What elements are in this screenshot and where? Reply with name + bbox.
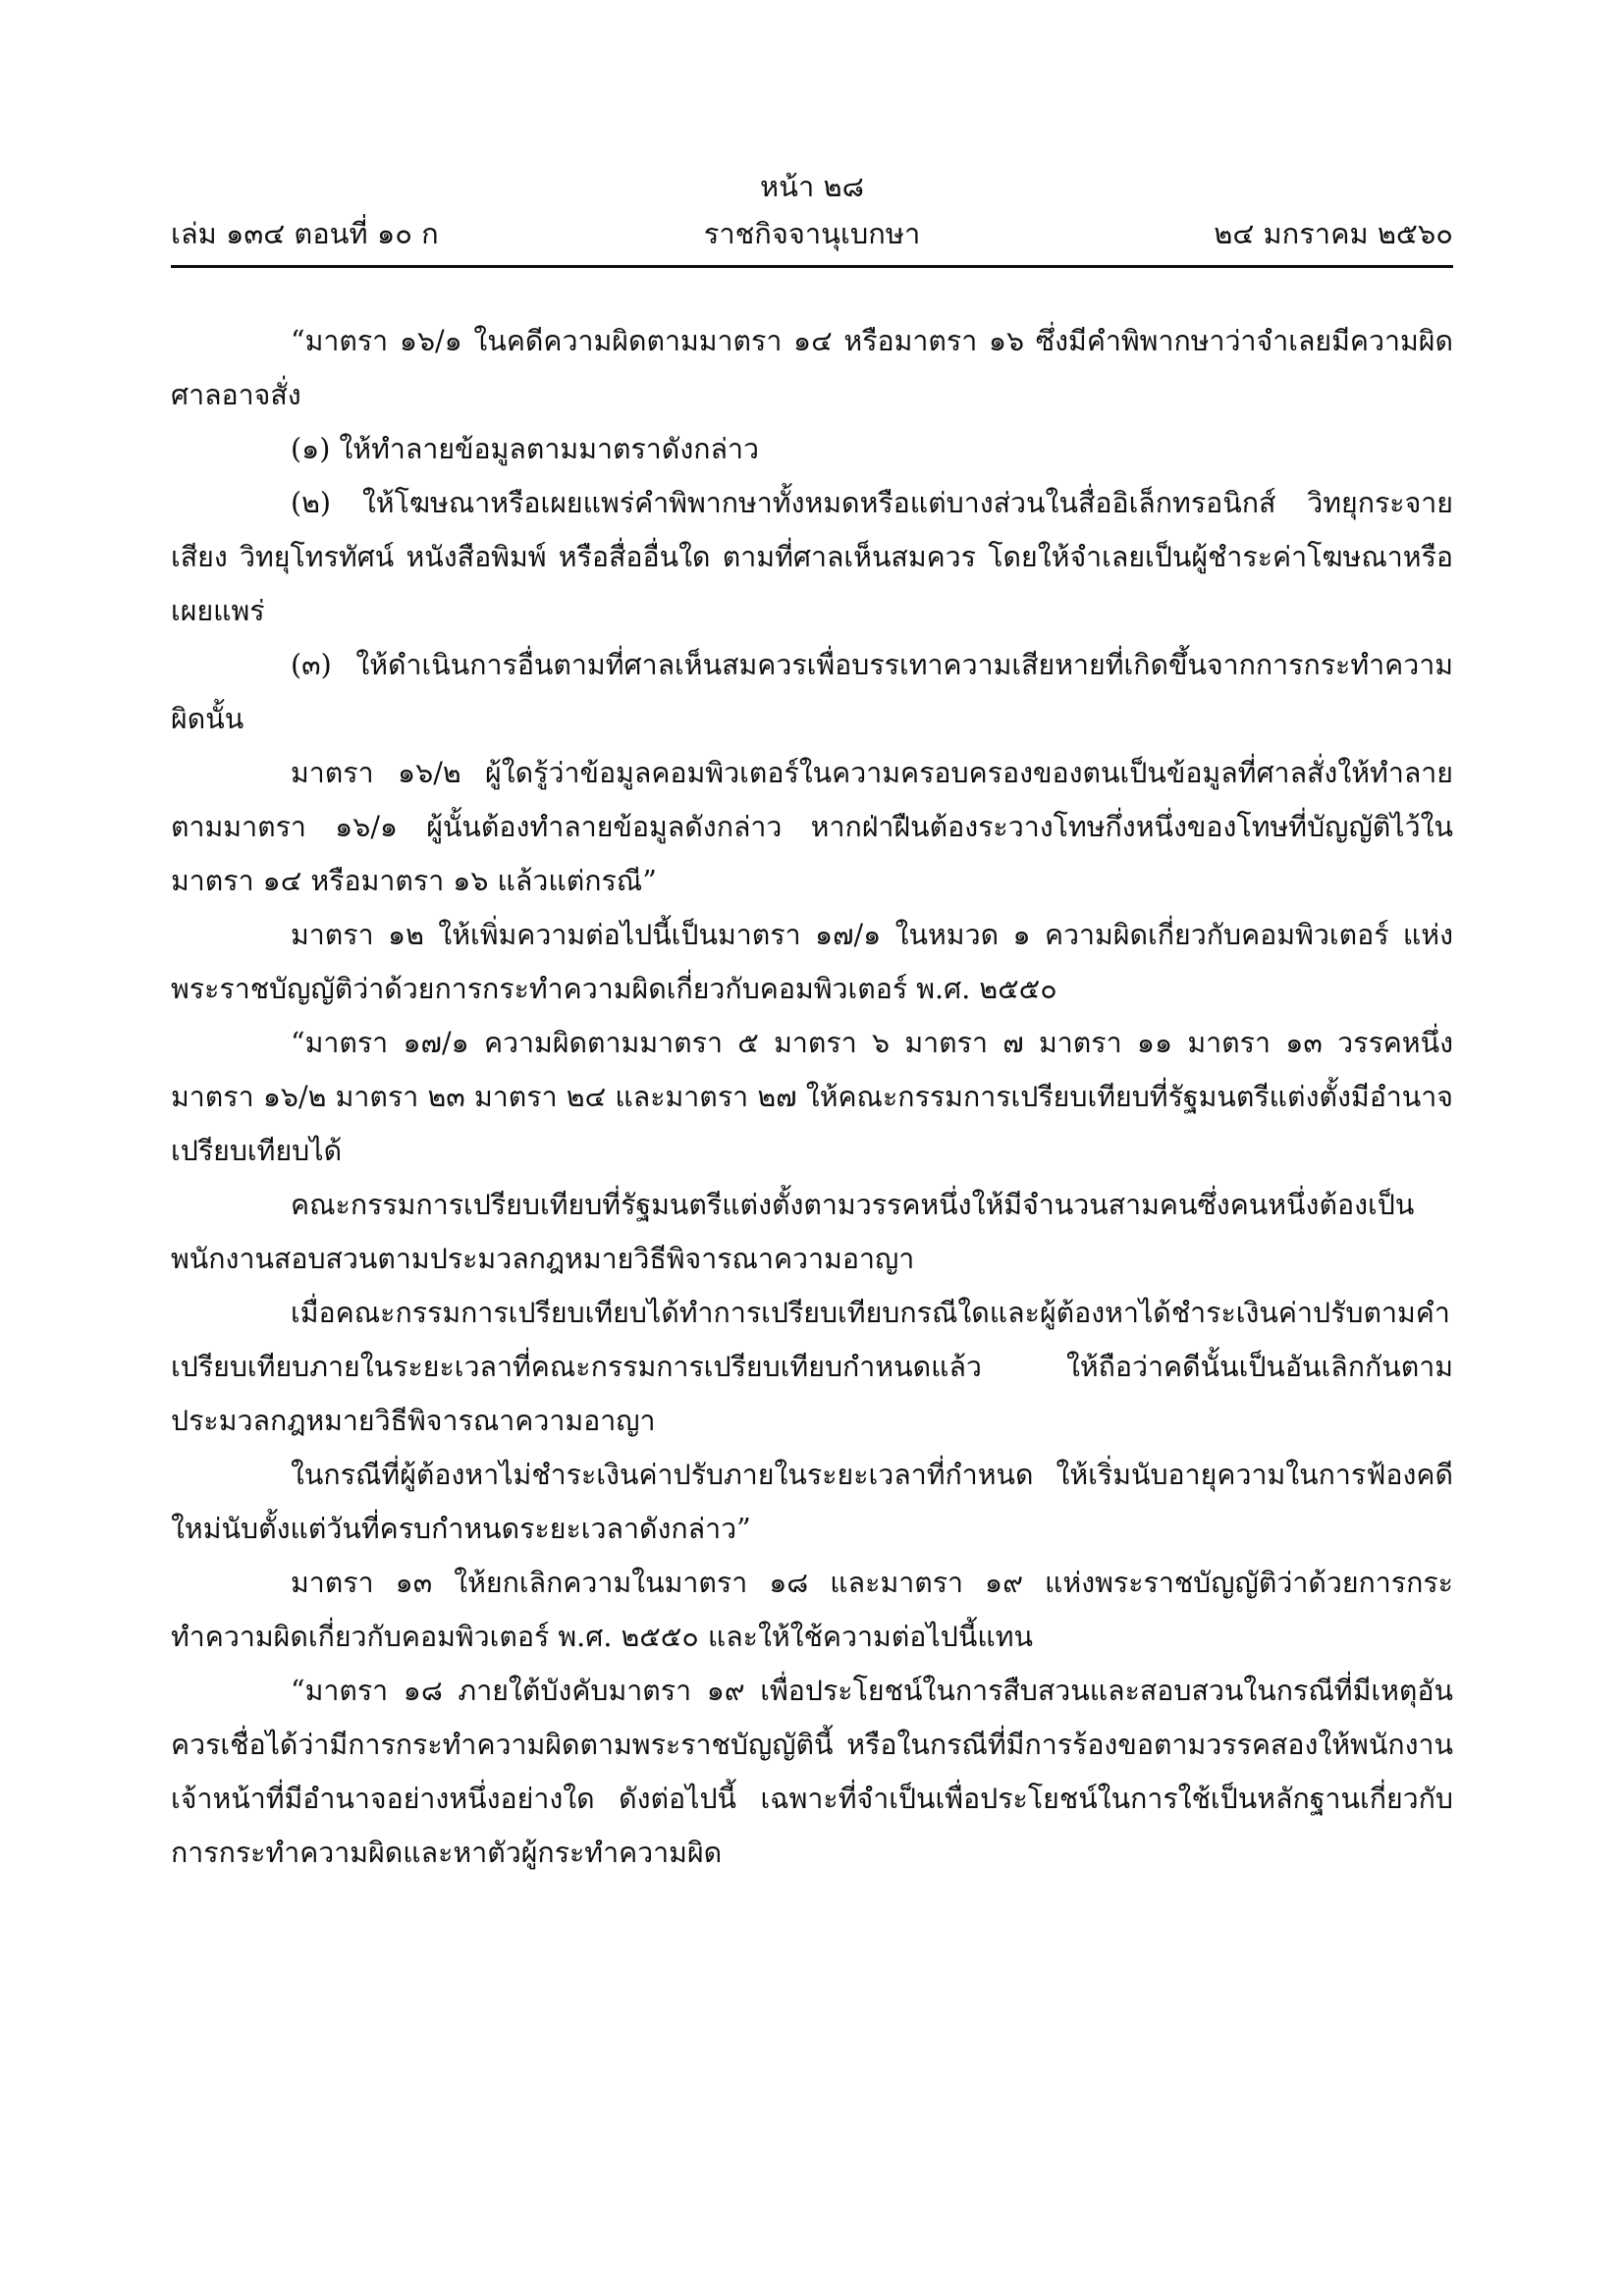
clause-1-paragraph: (๑) ให้ทำลายข้อมูลตามมาตราดังกล่าว bbox=[291, 433, 759, 465]
settlement-paragraph: เมื่อคณะกรรมการเปรียบเทียบได้ทำการเปรียบเทียบกรณีใดและผู้ต้องหาได้ชำระเงินค่าปรับตามคำเปรียบเทียบภายในระยะเวลาที่คณะกรรมการเปรียบเทียบกำหนดแล้ว ให้ถือว่าคดีนั้นเป็นอันเลิกกันตามประมวลกฎหมายวิธีพิจารณาความอาญา bbox=[171, 1297, 1453, 1437]
clause-3-paragraph: (๓) ให้ดำเนินการอื่นตามที่ศาลเห็นสมควรเพื่อบรรเทาความเสียหายที่เกิดขึ้นจากการกระทำความผิดนั้น bbox=[171, 649, 1453, 735]
section-13-paragraph: มาตรา ๑๓ ให้ยกเลิกความในมาตรา ๑๘ และมาตรา ๑๙ แห่งพระราชบัญญัติว่าด้วยการกระทำความผิดเกี่ยวกับคอมพิวเตอร์ พ.ศ. ๒๕๕๐ และให้ใช้ความต่อไปนี้แทน bbox=[171, 1567, 1453, 1653]
section-16-1-paragraph: “มาตรา ๑๖/๑ ในคดีความผิดตามมาตรา ๑๔ หรือมาตรา ๑๖ ซึ่งมีคำพิพากษาว่าจำเลยมีความผิด ศาลอาจสั่ง bbox=[171, 325, 1453, 411]
section-17-1-paragraph: “มาตรา ๑๗/๑ ความผิดตามมาตรา ๕ มาตรา ๖ มาตรา ๗ มาตรา ๑๑ มาตรา ๑๓ วรรคหนึ่ง มาตรา ๑๖/๒ มาตรา ๒๓ มาตรา ๒๔ และมาตรา ๒๗ ให้คณะกรรมการเปรียบเทียบที่รัฐมนตรีแต่งตั้งมีอำนาจเปรียบเทียบได้ bbox=[171, 1027, 1453, 1167]
gazette-header bbox=[171, 214, 1453, 257]
section-16-2-paragraph: มาตรา ๑๖/๒ ผู้ใดรู้ว่าข้อมูลคอมพิวเตอร์ในความครอบครองของตนเป็นข้อมูลที่ศาลสั่งให้ทำลายตามมาตรา ๑๖/๑ ผู้นั้นต้องทำลายข้อมูลดังกล่าว หากฝ่าฝืนต้องระวางโทษกึ่งหนึ่งของโทษที่บัญญัติไว้ในมาตรา ๑๔ หรือมาตรา ๑๖ แล้วแต่กรณี” bbox=[171, 757, 1453, 897]
publication-date: ๒๔ มกราคม ๒๕๖๐ bbox=[1214, 217, 1453, 250]
committee-paragraph: คณะกรรมการเปรียบเทียบที่รัฐมนตรีแต่งตั้งตามวรรคหนึ่งให้มีจำนวนสามคนซึ่งคนหนึ่งต้องเป็นพนักงานสอบสวนตามประมวลกฎหมายวิธีพิจารณาความอาญา bbox=[171, 1189, 1415, 1275]
page-number: หน้า ๒๘ bbox=[760, 170, 864, 203]
clause-2-paragraph: (๒) ให้โฆษณาหรือเผยแพร่คำพิพากษาทั้งหมดหรือแต่บางส่วนในสื่ออิเล็กทรอนิกส์ วิทยุกระจายเสียง วิทยุโทรทัศน์ หนังสือพิมพ์ หรือสื่ออื่นใด ตามที่ศาลเห็นสมควร โดยให้จำเลยเป็นผู้ชำระค่าโฆษณาหรือเผยแพร่ bbox=[171, 487, 1453, 627]
section-12-paragraph: มาตรา ๑๒ ให้เพิ่มความต่อไปนี้เป็นมาตรา ๑๗/๑ ในหมวด ๑ ความผิดเกี่ยวกับคอมพิวเตอร์ แห่งพระราชบัญญัติว่าด้วยการกระทำความผิดเกี่ยวกับคอมพิวเตอร์ พ.ศ. ๒๕๕๐ bbox=[171, 919, 1453, 1005]
prescription-paragraph: ในกรณีที่ผู้ต้องหาไม่ชำระเงินค่าปรับภายในระยะเวลาที่กำหนด ให้เริ่มนับอายุความในการฟ้องคดีใหม่นับตั้งแต่วันที่ครบกำหนดระยะเวลาดังกล่าว” bbox=[171, 1459, 1453, 1545]
header-divider bbox=[171, 265, 1453, 268]
document-body bbox=[171, 314, 1453, 1880]
volume-issue: เล่ม ๑๓๔ ตอนที่ ๑๐ ก bbox=[171, 217, 439, 250]
publication-name: ราชกิจจานุเบกษา bbox=[703, 217, 921, 250]
section-18-paragraph: “มาตรา ๑๘ ภายใต้บังคับมาตรา ๑๙ เพื่อประโยชน์ในการสืบสวนและสอบสวนในกรณีที่มีเหตุอันควรเชื่อได้ว่ามีการกระทำความผิดตามพระราชบัญญัตินี้ หรือในกรณีที่มีการร้องขอตามวรรคสองให้พนักงานเจ้าหน้าที่มีอำนาจอย่างหนึ่งอย่างใด ดังต่อไปนี้ เฉพาะที่จำเป็นเพื่อประโยชน์ในการใช้เป็นหลักฐานเกี่ยวกับการกระทำความผิดและหาตัวผู้กระทำความผิด bbox=[171, 1675, 1453, 1869]
